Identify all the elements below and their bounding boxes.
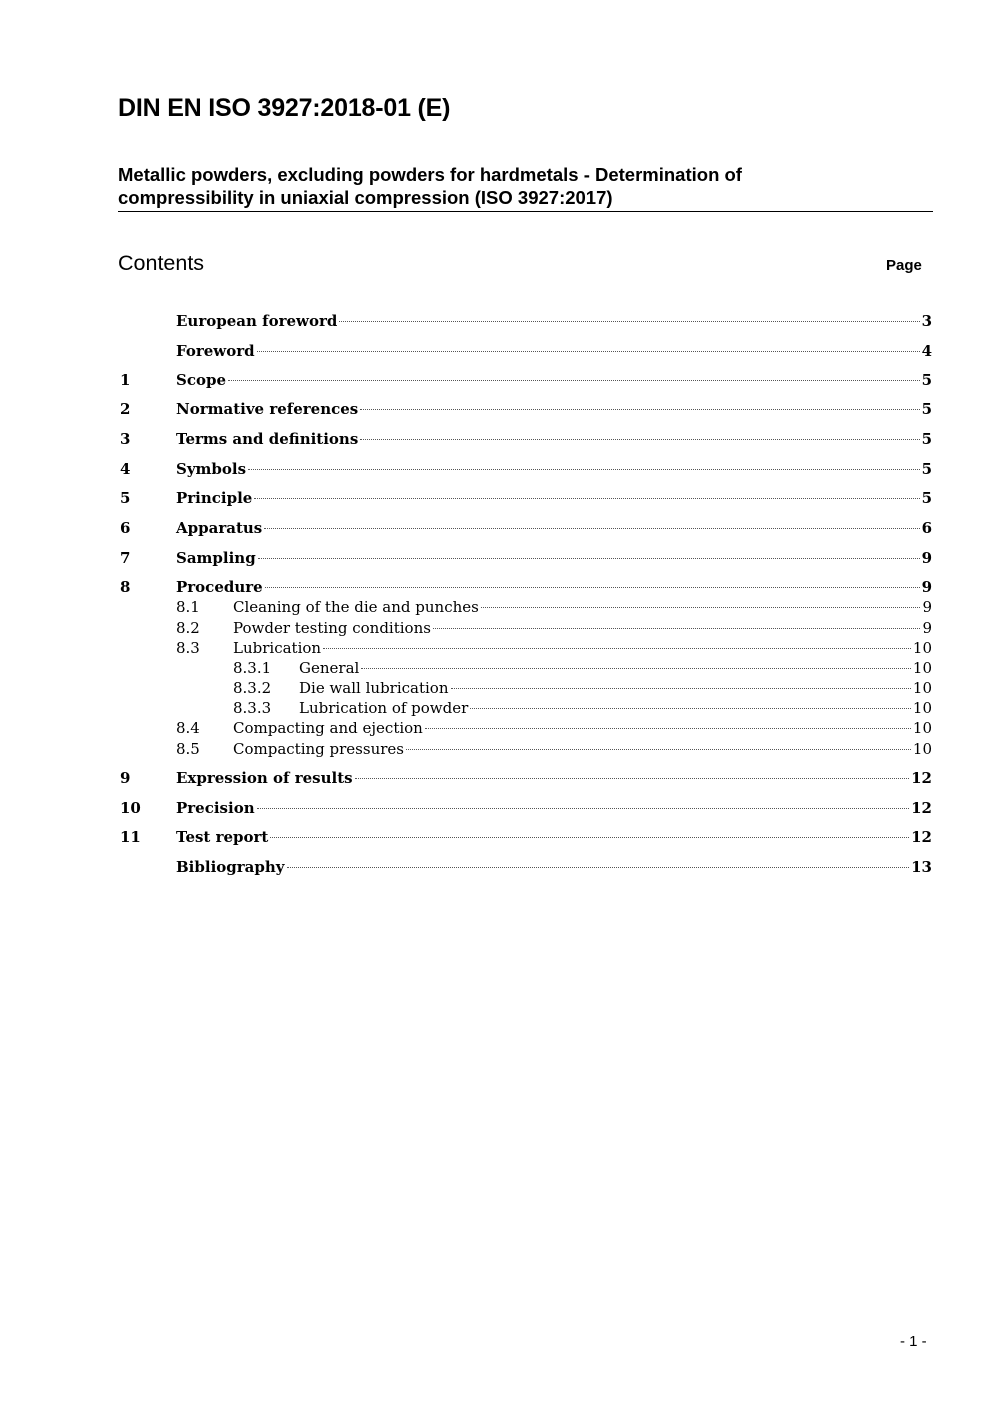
dot-leader	[361, 668, 911, 669]
toc-number: 8.3.2	[233, 679, 272, 697]
toc-label: Bibliography	[176, 858, 285, 876]
toc-label: Test report	[176, 828, 269, 846]
toc-entry-terms-and-definitions[interactable]	[120, 430, 932, 451]
toc-entry-sampling[interactable]	[120, 549, 932, 570]
toc-number: 8.3.1	[233, 659, 272, 677]
toc-entry-principle[interactable]	[120, 489, 932, 510]
dot-leader	[287, 867, 910, 868]
toc-page: 5	[921, 400, 932, 418]
dot-leader	[248, 469, 920, 470]
dot-leader	[481, 607, 921, 608]
toc-page: 3	[921, 312, 932, 330]
dot-leader	[258, 558, 920, 559]
toc-label: Powder testing conditions	[233, 619, 431, 637]
dot-leader	[270, 837, 909, 838]
toc-page: 5	[921, 489, 932, 507]
toc-page: 12	[911, 828, 932, 846]
toc-page: 9	[921, 549, 932, 567]
toc-label: European foreword	[176, 312, 338, 330]
toc-page: 4	[921, 342, 932, 360]
toc-page: 9	[922, 598, 932, 616]
dot-leader	[257, 808, 910, 809]
toc-label: Terms and definitions	[176, 430, 359, 448]
toc-entry-compacting-pressures[interactable]	[120, 740, 932, 761]
toc-entry-precision[interactable]	[120, 799, 932, 820]
toc-page: 10	[912, 659, 932, 677]
dot-leader	[228, 380, 920, 381]
toc-label: Expression of results	[176, 769, 353, 787]
page-number: - 1 -	[900, 1333, 927, 1350]
toc-number: 6	[120, 519, 131, 537]
toc-entry-test-report[interactable]	[120, 828, 932, 849]
dot-leader	[360, 409, 919, 410]
toc-entry-procedure[interactable]	[120, 578, 932, 599]
toc-number: 8.5	[176, 740, 200, 758]
toc-page: 5	[921, 430, 932, 448]
toc-number: 8.2	[176, 619, 200, 637]
toc-entry-powder-testing-conditions[interactable]	[120, 619, 932, 640]
toc-number: 8.4	[176, 719, 200, 737]
toc-number: 10	[120, 799, 141, 817]
toc-label: Compacting pressures	[233, 740, 404, 758]
toc-number: 4	[120, 460, 131, 478]
toc-label: Principle	[176, 489, 253, 507]
toc-entry-cleaning-of-die[interactable]	[120, 598, 932, 619]
toc-page: 10	[912, 639, 932, 657]
toc-page: 12	[911, 769, 932, 787]
subtitle-line-2: compressibility in uniaxial compression (ISO 3927:2017)	[118, 187, 613, 208]
contents-heading: Contents	[118, 251, 205, 275]
document-title: DIN EN ISO 3927:2018-01 (E)	[118, 94, 451, 122]
dot-leader	[265, 587, 920, 588]
toc-number: 2	[120, 400, 131, 418]
toc-label: Lubrication	[233, 639, 322, 657]
toc-label: Procedure	[176, 578, 263, 596]
toc-page: 10	[912, 679, 932, 697]
toc-number: 11	[120, 828, 141, 846]
toc-label: Normative references	[176, 400, 359, 418]
toc-page: 13	[911, 858, 932, 876]
toc-entry-expression-of-results[interactable]	[120, 769, 932, 790]
toc-label: Symbols	[176, 460, 247, 478]
toc-number: 3	[120, 430, 131, 448]
toc-entry-die-wall-lubrication[interactable]	[120, 679, 932, 700]
toc-entry-lubrication-of-powder[interactable]	[120, 699, 932, 720]
toc-page: 10	[912, 719, 932, 737]
toc-entry-european-foreword[interactable]	[120, 312, 932, 333]
toc-label: Cleaning of the die and punches	[233, 598, 479, 616]
dot-leader	[425, 728, 911, 729]
toc-entry-symbols[interactable]	[120, 460, 932, 481]
toc-label: General	[299, 659, 360, 677]
toc-page: 9	[921, 578, 932, 596]
toc-number: 1	[120, 371, 131, 389]
toc-page: 5	[921, 460, 932, 478]
toc-page: 5	[921, 371, 932, 389]
toc-entry-lubrication[interactable]	[120, 639, 932, 660]
toc-entry-apparatus[interactable]	[120, 519, 932, 540]
toc-page: 12	[911, 799, 932, 817]
toc-number: 5	[120, 489, 131, 507]
toc-page: 6	[921, 519, 932, 537]
toc-page: 10	[912, 740, 932, 758]
toc-entry-scope[interactable]	[120, 371, 932, 392]
dot-leader	[264, 528, 919, 529]
toc-number: 8.3	[176, 639, 200, 657]
toc-number: 8.3.3	[233, 699, 272, 717]
toc-entry-foreword[interactable]	[120, 342, 932, 363]
dot-leader	[257, 351, 920, 352]
toc-label: Precision	[176, 799, 255, 817]
toc-entry-bibliography[interactable]	[120, 858, 932, 879]
toc-label: Scope	[176, 371, 227, 389]
dot-leader	[470, 708, 911, 709]
toc-label: Apparatus	[176, 519, 263, 537]
dot-leader	[323, 648, 911, 649]
toc-label: Foreword	[176, 342, 255, 360]
dot-leader	[433, 628, 921, 629]
toc-entry-normative-references[interactable]	[120, 400, 932, 421]
dot-leader	[339, 321, 919, 322]
toc-label: Compacting and ejection	[233, 719, 423, 737]
toc-label: Sampling	[176, 549, 256, 567]
toc-number: 9	[120, 769, 131, 787]
toc-label: Die wall lubrication	[299, 679, 449, 697]
dot-leader	[355, 778, 910, 779]
toc-page: 9	[922, 619, 932, 637]
subtitle-line-1: Metallic powders, excluding powders for hardmetals - Determination of	[118, 164, 742, 185]
toc-entry-compacting-and-ejection[interactable]	[120, 719, 932, 740]
toc-number: 7	[120, 549, 131, 567]
dot-leader	[360, 439, 919, 440]
page-column-label: Page	[886, 257, 922, 274]
document-subtitle	[118, 163, 933, 212]
toc-label: Lubrication of powder	[299, 699, 469, 717]
toc-entry-general[interactable]	[120, 659, 932, 680]
dot-leader	[254, 498, 919, 499]
dot-leader	[406, 749, 911, 750]
toc-number: 8.1	[176, 598, 200, 616]
dot-leader	[451, 688, 911, 689]
toc-page: 10	[912, 699, 932, 717]
toc-number: 8	[120, 578, 131, 596]
